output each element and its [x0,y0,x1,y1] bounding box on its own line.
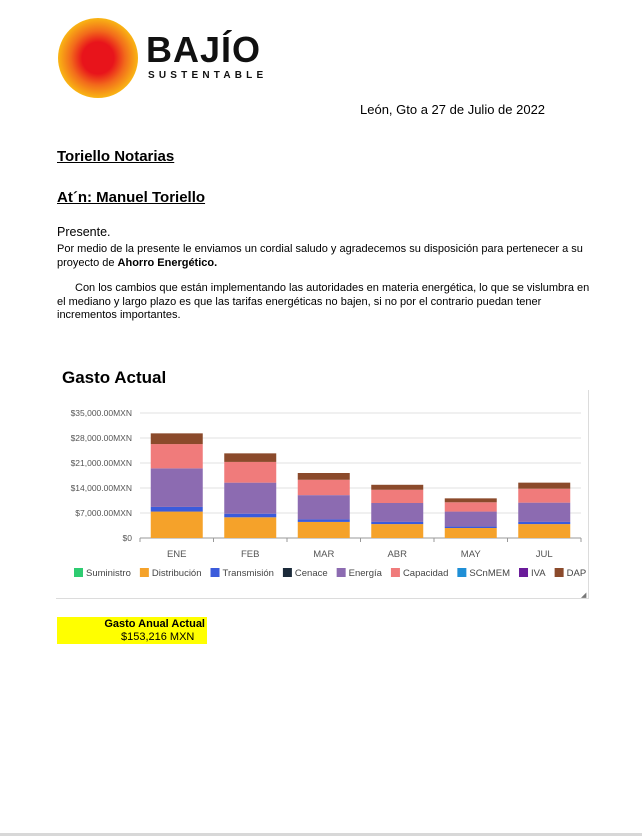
legend-label: SCnMEM [469,568,511,579]
paragraph-1 [57,243,597,270]
x-tick-label: ABR [387,549,408,560]
paragraph-1-text: Por medio de la presente le enviamos un cordial saludo y agradecemos su disposición para pertenecer a su proyecto de [57,243,583,269]
bar-segment [518,489,570,503]
bar-segment [298,519,350,522]
logo-name: BAJÍO [146,29,262,70]
bar-segment [518,522,570,524]
x-tick-label: MAY [460,549,481,560]
bar-segment [445,498,497,502]
y-tick-label: $21,000.00MXN [70,458,132,468]
legend-label: Distribución [151,568,202,579]
bar-segment [151,512,203,538]
bar-segment [224,517,276,538]
bar-segment [518,524,570,538]
bar-segment [298,473,350,480]
addressee: Toriello Notarias [57,148,175,165]
legend-swatch [140,568,149,577]
chart-section-title: Gasto Actual [62,368,167,387]
bar-segment [371,485,423,490]
legend-label: Transmisión [222,568,274,579]
legend-label: Cenace [294,568,328,579]
logo-tagline: SUSTENTABLE [148,70,268,81]
annual-total-label: Gasto Anual Actual [104,618,205,630]
bar-segment [151,444,203,468]
y-tick-label: $0 [122,533,132,543]
bar-segment [298,522,350,538]
legend-swatch [74,568,83,577]
x-tick-label: JUL [535,549,553,560]
paragraph-1-bold: Ahorro Energético. [117,256,218,269]
bar-segment [371,503,423,522]
bar-segment [151,468,203,507]
bar-segment [445,502,497,511]
legend-swatch [555,568,564,577]
bar-segment [371,522,423,524]
bar-segment [224,453,276,462]
legend-swatch [337,568,346,577]
legend-swatch [391,568,400,577]
bar-segment [224,514,276,518]
bar-segment [298,495,350,519]
paragraph-2: Con los cambios que están implementando las autoridades en materia energética, lo que se vislumbra en el mediano y largo plazo es que las tarifas energéticas no bajen, si no por el contrario puedan tener incrementos importantes. [57,282,590,321]
bar-segment [298,480,350,495]
legend-swatch [457,568,466,577]
sun-logo-icon [58,18,138,98]
bar-segment [371,490,423,503]
legend-label: Energía [348,568,382,579]
bar-segment [151,507,203,512]
annual-total-value: $153,216 MXN [121,631,195,643]
bar-segment [445,512,497,527]
bar-segment [224,483,276,514]
y-tick-label: $28,000.00MXN [70,433,132,443]
annual-total-box [57,617,207,644]
attention-line: At´n: Manuel Toriello [57,189,206,206]
x-tick-label: MAR [313,549,335,560]
legend-swatch [519,568,528,577]
bar-segment [151,433,203,444]
legend-label: IVA [531,568,546,579]
legend-label: Capacidad [402,568,449,579]
greeting: Presente. [57,225,111,239]
legend-label: DAP [566,568,587,579]
bar-segment [518,483,570,489]
x-tick-label: FEB [241,549,260,560]
letter-date: León, Gto a 27 de Julio de 2022 [360,102,546,117]
x-tick-label: ENE [166,549,187,560]
bar-segment [371,524,423,538]
company-logo [58,18,288,102]
bar-segment [518,503,570,522]
resize-handle-icon[interactable]: ◢ [581,592,587,599]
stacked-bar-chart [56,390,588,598]
bar-segment [445,527,497,528]
legend-label: Suministro [86,568,131,579]
y-tick-label: $14,000.00MXN [70,483,132,493]
y-tick-label: $35,000.00MXN [70,408,132,418]
bar-segment [445,528,497,538]
bar-segment [224,462,276,483]
y-tick-label: $7,000.00MXN [75,508,132,518]
legend-swatch [211,568,220,577]
legend-swatch [283,568,292,577]
